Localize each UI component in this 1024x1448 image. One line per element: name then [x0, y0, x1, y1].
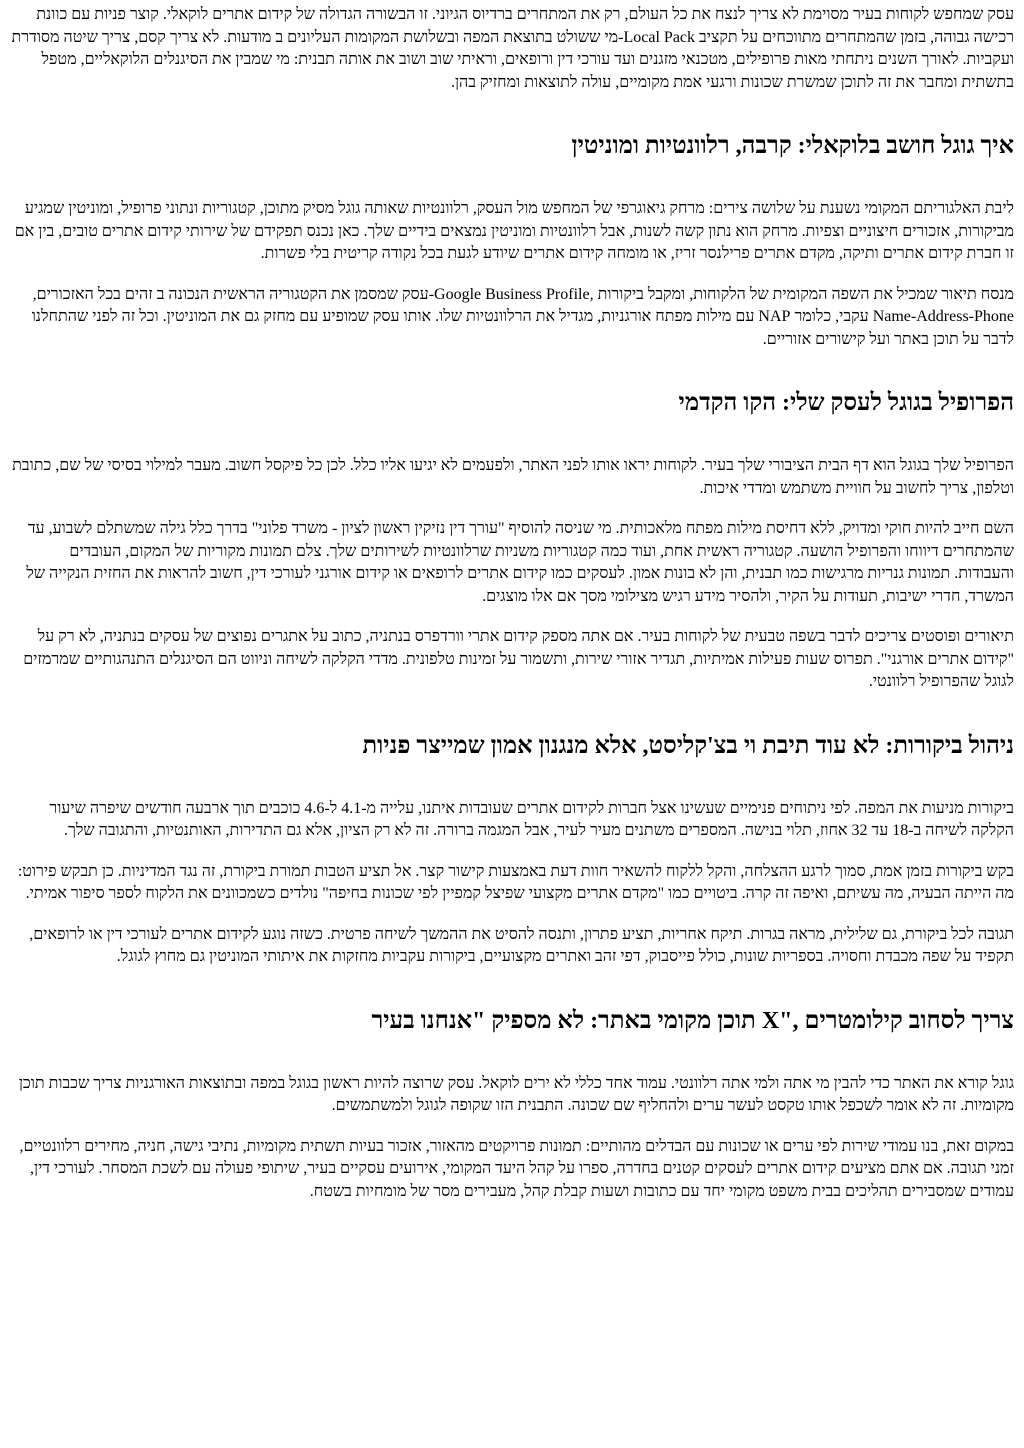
section-heading-local-algorithm: איך גוגל חושב בלוקאלי: קרבה, רלוונטיות ומוניטין [571, 133, 1014, 159]
section-heading-google-profile: הפרופיל בגוגל לעסק שלי: הקו הקדמי [678, 390, 1014, 416]
section-paragraph: מנסח תיאור שמכיל את השפה המקומית של הלקוחות, ומקבל ביקורות ,Google Business Profile-עסק שמסמן את הקטגוריה הראשית הנכונה ב זהים בכל האזכורים, Name-Address-Phone עקבי, כלומר NAP עם מילות מפתח אורגניות, מגדיל את הרלוונטיות שלו. אותו עסק שמופיע עם מחזק גם את המוניטין. וכל זה לפני שהתחלנו לדבר על תוכן באתר ועל קישורים אזוריים. [31, 285, 1014, 348]
section-paragraph: במקום זאת, בנו עמודי שירות לפי ערים או שכונות עם הבדלים מהותיים: תמונות פרויקטים מהאזור, אזכור בעיות תשתית מקומיות, נתיבי גישה, חניה, מחירים רלוונטיים, זמני תגובה. אם אתם מציעים קידום אתרים לעסקים קטנים בחדרה, ספרו על קהל היעד המקומי, אירועים עסקיים בעיר, שיתופי פעולה עם לשכת המסחר. לעורכי דין, עמודים שמסבירים תהליכים בבית משפט מקומי יחד עם כתובות ושעות קבלת קהל, מעבירים מסר של מומחיות בשטח. [19, 1137, 1014, 1200]
section-paragraph: תיאורים ופוסטים צריכים לדבר בשפה טבעית של לקוחות בעיר. אם אתה מספק קידום אתרי וורדפרס בנתניה, כתוב על אתגרים נפוצים של עסקים בנתניה, לא רק על "קידום אתרים אורגני". תפרוס שעות פעילות אמיתיות, תגדיר אזורי שירות, ותשמור על זמינות טלפונית. מדדי הקלקה לשיחה וניווט הם הסיגנלים התנהגותיים שמרמזים לגוגל שהפרופיל רלוונטי. [23, 628, 1014, 690]
section-paragraph: הפרופיל שלך בגוגל הוא דף הבית הציבורי שלך בעיר. לקוחות יראו אותו לפני האתר, ולפעמים לא יגיעו אליו כלל. לכן כל פיקסל חשוב. מעבר למילוי בסיסי של שם, כתובת וטלפון, צריך לחשוב על חוויית משתמש ומדדי איכות. [12, 457, 1014, 497]
section-paragraph: השם חייב להיות חוקי ומדויק, ללא דחיסת מילות מפתח מלאכותית. מי שניסה להוסיף "עורך דין נזיקין ראשון לציון - משרד פלוני" בדרך כלל גילה שמשתלם לשבוע, עד שהמתחרים דיווחו והפרופיל הושעה. קטגוריה ראשית אחת, ועוד כמה קטגוריות משניות שרלוונטיות לשירותים שלך. צלם תמונות מקוריות של המקום, העובדים והעבודות. תמונות גנריות מרגישות כמו תבנית, והן לא בונות אמון. לעסקים כמו קידום אתרים לרופאים או קידום אורגני לעורכי דין, חשוב להראות את החזית הנקייה של המשרד, חדרי ישיבות, תעודות על הקיר, ולהסיר מידע רגיש מצילומי מסך אם אלו מוצגים. [26, 520, 1014, 605]
section-paragraph: ליבת האלגוריתם המקומי נשענת על שלושה צירים: מרחק גיאוגרפי של המחפש מול העסק, רלוונטיות שאותה גוגל מסיק מתוכן, קטגוריות ונתוני פרופיל, ומוניטין שמגיע מביקורות, אזכורים חיצוניים וצפיות. מרחק הוא נתון קשה לשנות, אבל רלוונטיות ומוניטין נמצאים בידיים שלך. כאן נכנס תפקידם של שירותי קידום אתרים טובים, בין אם זו חברת קידום אתרים ותיקה, מקדם אתרים פרילנסר זריז, או מומחה קידום אתרים שיודע לגעת בכל נקודה קריטית בלי פשרות. [14, 200, 1014, 262]
article [10, 0, 1014, 1203]
section-paragraph: בקש ביקורות בזמן אמת, סמוך לרגע ההצלחה, והקל ללקוח להשאיר חוות דעת באמצעות קישור קצר. אל תציע הטבות תמורת ביקורת, זה נגד המדיניות. כן תבקש פירוט: מה הייתה הבעיה, מה עשיתם, ואיפה זה קרה. ביטויים כמו "מקדם אתרים מקצועי שפיצל קמפיין לפי שכונות בחיפה" נולדים כשמכוונים את הלקוח לספר סיפור אמיתי. [17, 862, 1014, 902]
section-paragraph: תגובה לכל ביקורת, גם שלילית, מראה בגרות. תיקח אחריות, תציע פתרון, ותנסה להסיט את ההמשך לשיחה פרטית. כשזה נוגע לקידום אתרים לעורכי דין או לרופאים, תקפיד על שפה מכבדת וחסויה. בספריות שונות, כולל פייסבוק, דפי זהב ואתרים מקצועיים, ביקורות עקביות מחזקות את איתותי המוניטין גם מחוץ לגוגל. [29, 925, 1014, 965]
section-heading-local-content: צריך לסחוב קילומטרים ,"X תוכן מקומי באתר: לא מספיק "אנחנו בעיר [371, 1007, 1014, 1034]
section-paragraph: גוגל קורא את האתר כדי להבין מי אתה ולמי אתה רלוונטי. עמוד אחד כללי לא ירים לוקאל. עסק שרוצה להיות ראשון בגוגל במפה ובתוצאות האורגניות צריך שכבות תוכן מקומיות. זה לא אומר לשכפל אותו טקסט לעשר ערים ולהחליף שם שכונה. התבנית הזו שקופה לגוגל ולמשתמשים. [18, 1074, 1014, 1114]
section-heading-reviews: ניהול ביקורות: לא עוד תיבת וי בצ'קליסט, אלא מנגנון אמון שמייצר פניות [362, 732, 1014, 759]
section-paragraph: ביקורות מניעות את המפה. לפי ניתוחים פנימיים שעשינו אצל חברות לקידום אתרים שעובדות איתנו, עלייה מ-4.1 ל-4.6 כוכבים תוך ארבעה חודשים שיפרה שיעור הקלקה לשיחה ב-18 עד 32 אחוז, תלוי בנישה. המספרים משתנים מעיר לעיר, אבל המגמה ברורה. זה לא רק הציון, אלא גם התדירות, האותנטיות, והתגובה שלך. [49, 799, 1014, 839]
intro-paragraph: עסק שמחפש לקוחות בעיר מסוימת לא צריך לנצח את כל העולם, רק את המתחרים ברדיוס הגיוני. זו הבשורה הגדולה של קידום אתרים לוקאלי. קוצר פניות עם כוונת רכישה גבוהה, בזמן שהמתחרים מתווכחים על תקציב Local Pack-מי ששולט בתוצאת המפה ובשלושת המקומות העליונים ב מודעות. לא צריך קסם, צריך שיטה מסודרת ועקביות. לאורך השנים ניתחתי מאות פרופילים, מטכנאי מזגנים ועד עורכי דין ורופאים, וראיתי שוב ושוב את אותה תבנית: מי שמבין את הסיגנלים הלוקאליים, מטפל בתשתית ומחבר את זה לתוכן שמשרת שכונות ורגעי אמת מקומיים, עולה לתוצאות ומחזיק בהן. [11, 6, 1014, 91]
